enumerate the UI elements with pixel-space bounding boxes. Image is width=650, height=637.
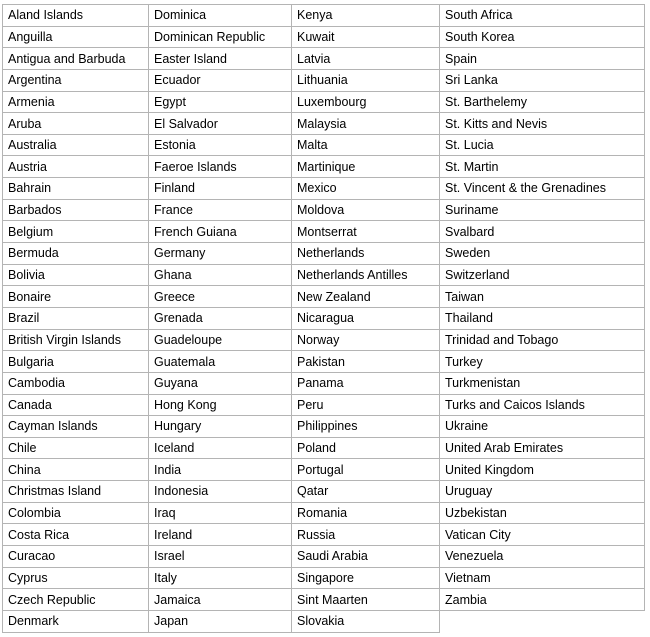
table-row xyxy=(3,351,645,373)
country-cell: Italy xyxy=(149,567,292,589)
country-cell: Iceland xyxy=(149,437,292,459)
country-cell: Dominican Republic xyxy=(149,26,292,48)
country-cell: French Guiana xyxy=(149,221,292,243)
country-cell: Barbados xyxy=(3,199,149,221)
country-cell: Bahrain xyxy=(3,178,149,200)
country-cell: Slovakia xyxy=(292,610,440,632)
country-cell: Greece xyxy=(149,286,292,308)
country-cell: China xyxy=(3,459,149,481)
country-cell: Cayman Islands xyxy=(3,416,149,438)
country-cell: Netherlands xyxy=(292,243,440,265)
country-cell: France xyxy=(149,199,292,221)
country-cell: Kenya xyxy=(292,5,440,27)
country-cell: South Korea xyxy=(440,26,645,48)
country-cell: Guatemala xyxy=(149,351,292,373)
table-row xyxy=(3,394,645,416)
table-row xyxy=(3,459,645,481)
country-cell: India xyxy=(149,459,292,481)
country-cell: Bermuda xyxy=(3,243,149,265)
country-cell: Faeroe Islands xyxy=(149,156,292,178)
country-cell: Russia xyxy=(292,524,440,546)
country-cell: Bonaire xyxy=(3,286,149,308)
country-cell: Lithuania xyxy=(292,69,440,91)
country-cell: Antigua and Barbuda xyxy=(3,48,149,70)
country-cell: Brazil xyxy=(3,307,149,329)
table-row xyxy=(3,437,645,459)
country-cell: Bolivia xyxy=(3,264,149,286)
table-row xyxy=(3,329,645,351)
country-cell: Panama xyxy=(292,372,440,394)
country-cell: Cambodia xyxy=(3,372,149,394)
country-cell: South Africa xyxy=(440,5,645,27)
country-cell: Argentina xyxy=(3,69,149,91)
country-cell: Czech Republic xyxy=(3,589,149,611)
country-cell: Guadeloupe xyxy=(149,329,292,351)
table-row xyxy=(3,178,645,200)
country-cell: Guyana xyxy=(149,372,292,394)
country-cell: Pakistan xyxy=(292,351,440,373)
country-cell: Uzbekistan xyxy=(440,502,645,524)
table-row xyxy=(3,243,645,265)
country-cell: Indonesia xyxy=(149,481,292,503)
country-cell: Costa Rica xyxy=(3,524,149,546)
country-cell: Malta xyxy=(292,134,440,156)
country-cell: Poland xyxy=(292,437,440,459)
country-cell: Switzerland xyxy=(440,264,645,286)
country-cell: Ghana xyxy=(149,264,292,286)
table-row xyxy=(3,589,645,611)
country-cell: Saudi Arabia xyxy=(292,546,440,568)
country-cell: Finland xyxy=(149,178,292,200)
country-cell: Jamaica xyxy=(149,589,292,611)
country-cell: Armenia xyxy=(3,91,149,113)
country-cell: Anguilla xyxy=(3,26,149,48)
table-row xyxy=(3,199,645,221)
country-cell: Denmark xyxy=(3,610,149,632)
country-cell: Montserrat xyxy=(292,221,440,243)
country-cell: St. Barthelemy xyxy=(440,91,645,113)
country-cell: St. Martin xyxy=(440,156,645,178)
country-cell: Canada xyxy=(3,394,149,416)
country-cell: Grenada xyxy=(149,307,292,329)
country-cell: New Zealand xyxy=(292,286,440,308)
table-row xyxy=(3,307,645,329)
table-row xyxy=(3,134,645,156)
country-cell: Svalbard xyxy=(440,221,645,243)
country-cell: Aland Islands xyxy=(3,5,149,27)
country-cell: Turkey xyxy=(440,351,645,373)
country-cell: Turks and Caicos Islands xyxy=(440,394,645,416)
country-cell: Moldova xyxy=(292,199,440,221)
country-cell: Martinique xyxy=(292,156,440,178)
country-cell: Portugal xyxy=(292,459,440,481)
country-cell: Austria xyxy=(3,156,149,178)
table-row xyxy=(3,502,645,524)
empty-cell xyxy=(440,610,645,632)
table-row xyxy=(3,69,645,91)
table-row xyxy=(3,481,645,503)
country-cell: Suriname xyxy=(440,199,645,221)
country-cell: Aruba xyxy=(3,113,149,135)
country-cell: Norway xyxy=(292,329,440,351)
country-cell: Mexico xyxy=(292,178,440,200)
country-cell: Vatican City xyxy=(440,524,645,546)
table-row xyxy=(3,286,645,308)
country-cell: Philippines xyxy=(292,416,440,438)
country-cell: Israel xyxy=(149,546,292,568)
country-cell: St. Vincent & the Grenadines xyxy=(440,178,645,200)
country-cell: Vietnam xyxy=(440,567,645,589)
country-cell: Sint Maarten xyxy=(292,589,440,611)
country-cell: Qatar xyxy=(292,481,440,503)
table-row xyxy=(3,5,645,27)
table-row xyxy=(3,91,645,113)
country-cell: Curacao xyxy=(3,546,149,568)
country-cell: Belgium xyxy=(3,221,149,243)
country-cell: Ireland xyxy=(149,524,292,546)
country-cell: Egypt xyxy=(149,91,292,113)
country-cell: British Virgin Islands xyxy=(3,329,149,351)
country-cell: Bulgaria xyxy=(3,351,149,373)
country-cell: Kuwait xyxy=(292,26,440,48)
country-cell: St. Kitts and Nevis xyxy=(440,113,645,135)
table-row xyxy=(3,546,645,568)
country-cell: Romania xyxy=(292,502,440,524)
table-row xyxy=(3,524,645,546)
country-cell: Turkmenistan xyxy=(440,372,645,394)
country-cell: United Kingdom xyxy=(440,459,645,481)
country-cell: Peru xyxy=(292,394,440,416)
country-cell: Latvia xyxy=(292,48,440,70)
country-cell: Australia xyxy=(3,134,149,156)
country-cell: Ukraine xyxy=(440,416,645,438)
country-cell: Nicaragua xyxy=(292,307,440,329)
country-cell: Iraq xyxy=(149,502,292,524)
country-cell: Germany xyxy=(149,243,292,265)
country-cell: Hungary xyxy=(149,416,292,438)
country-cell: Colombia xyxy=(3,502,149,524)
country-cell: Dominica xyxy=(149,5,292,27)
country-cell: Cyprus xyxy=(3,567,149,589)
country-cell: Christmas Island xyxy=(3,481,149,503)
country-cell: Japan xyxy=(149,610,292,632)
country-cell: St. Lucia xyxy=(440,134,645,156)
country-cell: Ecuador xyxy=(149,69,292,91)
country-cell: Singapore xyxy=(292,567,440,589)
table-row xyxy=(3,156,645,178)
country-cell: Sri Lanka xyxy=(440,69,645,91)
country-cell: Spain xyxy=(440,48,645,70)
country-cell: Estonia xyxy=(149,134,292,156)
country-cell: Uruguay xyxy=(440,481,645,503)
country-cell: Trinidad and Tobago xyxy=(440,329,645,351)
country-cell: El Salvador xyxy=(149,113,292,135)
countries-table xyxy=(2,4,645,633)
table-row xyxy=(3,113,645,135)
country-cell: Zambia xyxy=(440,589,645,611)
country-cell: Chile xyxy=(3,437,149,459)
country-cell: United Arab Emirates xyxy=(440,437,645,459)
table-row xyxy=(3,48,645,70)
country-cell: Malaysia xyxy=(292,113,440,135)
table-row xyxy=(3,372,645,394)
table-row xyxy=(3,567,645,589)
country-cell: Easter Island xyxy=(149,48,292,70)
country-cell: Hong Kong xyxy=(149,394,292,416)
country-cell: Netherlands Antilles xyxy=(292,264,440,286)
country-cell: Sweden xyxy=(440,243,645,265)
table-row xyxy=(3,416,645,438)
table-row xyxy=(3,264,645,286)
country-cell: Venezuela xyxy=(440,546,645,568)
country-cell: Taiwan xyxy=(440,286,645,308)
country-cell: Thailand xyxy=(440,307,645,329)
table-row xyxy=(3,610,645,632)
table-row xyxy=(3,221,645,243)
table-row xyxy=(3,26,645,48)
country-cell: Luxembourg xyxy=(292,91,440,113)
countries-table-body xyxy=(3,5,645,633)
